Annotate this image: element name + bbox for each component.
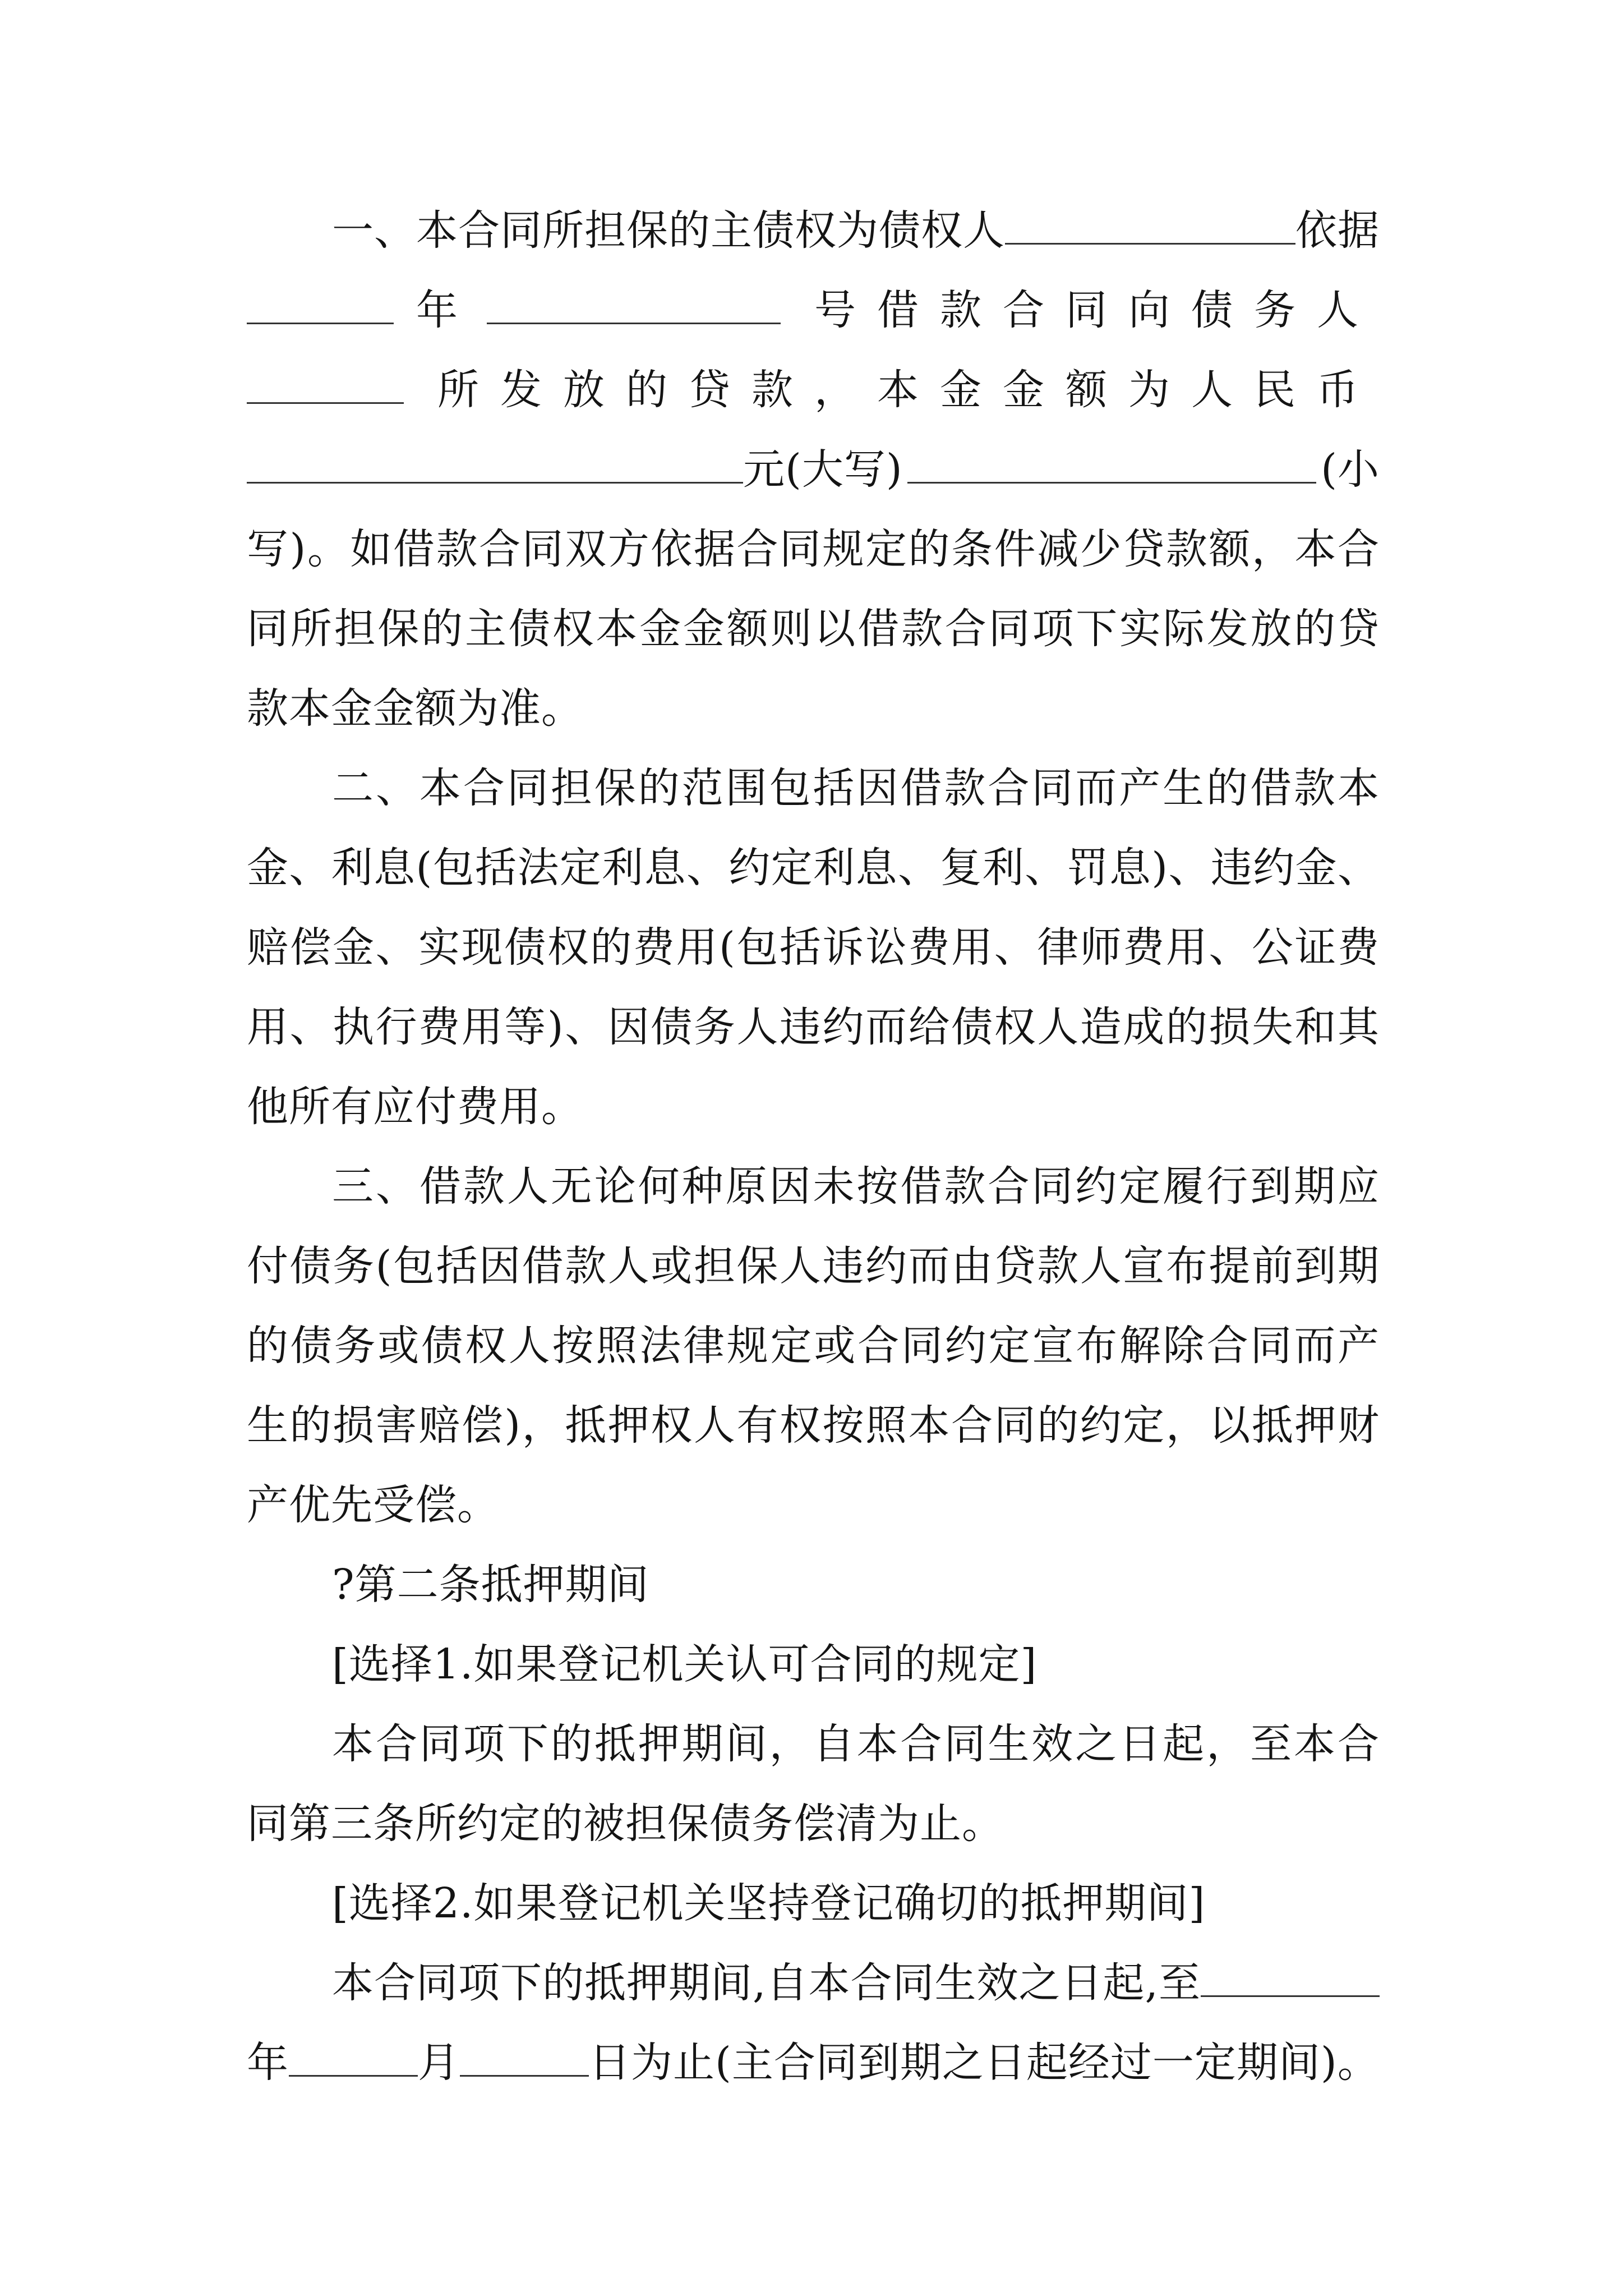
option-1-heading: [选择1.如果登记机关认可合同的规定] (332, 1640, 1038, 1688)
creditor-blank[interactable] (1005, 210, 1295, 245)
option-2-text: 月 (418, 2039, 460, 2087)
document-body (247, 191, 1380, 2102)
clause-1-line-4 (247, 430, 1380, 509)
option-2-line-1 (247, 1943, 1380, 2023)
option-2-text: 本合同项下的抵押期间,自本合同生效之日起,至 (332, 1959, 1201, 2007)
contract-number-blank[interactable] (487, 290, 781, 324)
option-2-heading: [选择2.如果登记机关坚持登记确切的抵押期间] (332, 1879, 1206, 1927)
clause-2: 二、本合同担保的范围包括因借款合同而产生的借款本金、利息(包括法定利息、约定利息、复利、罚息)、违约金、赔偿金、实现债权的费用(包括诉讼费用、律师费用、公证费用、执行费用等)、因债务人违约而给债权人造成的损失和其他所有应付费用。 (247, 764, 1380, 1131)
option-2-text: 年 (247, 2039, 289, 2087)
year-blank[interactable] (247, 290, 394, 324)
clause-1-text: 元(大写) (743, 445, 903, 494)
end-day-blank[interactable] (460, 2042, 589, 2077)
amount-in-figures-blank[interactable] (907, 449, 1316, 484)
clause-1-text: 依据 (1295, 206, 1380, 255)
clause-1-text: 所发放的贷款，本金金额为人民币 (437, 366, 1380, 414)
clause-1-text: (小 (1321, 445, 1380, 494)
option-2-text: 日为止(主合同到期之日起经过一定期间)。 (589, 2039, 1380, 2087)
clause-1-continuation: 写)。如借款合同双方依据合同规定的条件减少贷款额，本合同所担保的主债权本金金额则以借款合同项下实际发放的贷款本金金额为准。 (247, 525, 1380, 733)
clause-1-line-2 (247, 270, 1380, 350)
option-2-line-2 (247, 2023, 1380, 2102)
clause-1-text: 年 (416, 286, 470, 334)
clause-1-line-3 (247, 350, 1380, 430)
article-2-heading: ?第二条抵押期间 (332, 1561, 649, 1609)
end-month-blank-1[interactable] (289, 2042, 418, 2077)
clause-3: 三、借款人无论何种原因未按借款合同约定履行到期应付债务(包括因借款人或担保人违约而由贷款人宣布提前到期的债务或债权人按照法律规定或合同约定宣布解除合同而产生的损害赔偿)，抵押权人有权按照本合同的约定，以抵押财产优先受偿。 (247, 1162, 1380, 1529)
clause-1-text: 号借款合同向债务人 (814, 286, 1380, 334)
clause-1-line-1 (247, 191, 1380, 270)
clause-1-text: 一、本合同所担保的主债权为债权人 (332, 206, 1005, 255)
option-1-text: 本合同项下的抵押期间，自本合同生效之日起，至本合同第三条所约定的被担保债务偿清为止。 (247, 1720, 1380, 1848)
amount-in-words-blank[interactable] (247, 449, 743, 484)
end-year-blank[interactable] (1201, 1963, 1380, 1997)
debtor-blank[interactable] (247, 370, 404, 404)
